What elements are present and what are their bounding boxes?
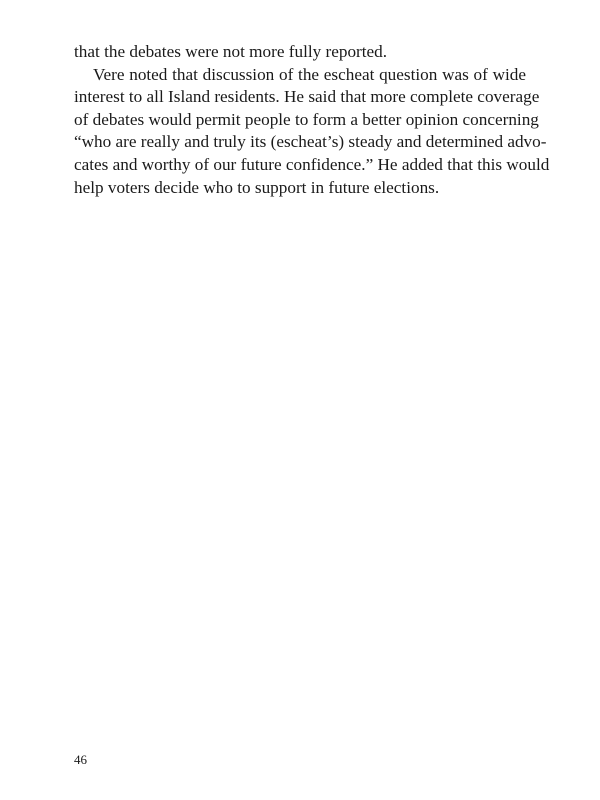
text-line: of debates would permit people to form a better opinion concerning <box>74 109 539 129</box>
paragraph-continued <box>74 41 526 64</box>
text-line: help voters decide who to support in future elections. <box>74 177 440 197</box>
text-line: that the debates were not more fully reported. <box>74 42 388 61</box>
paragraph-vere <box>74 64 550 200</box>
text-line: interest to all Island residents. He said that more complete coverage <box>74 87 540 107</box>
page-number: 46 <box>74 752 87 767</box>
body-text <box>74 41 550 199</box>
text-line: cates and worthy of our future confidence.” He added that this would <box>74 154 550 174</box>
text-line: “who are really and truly its (escheat’s) steady and determined advo- <box>74 132 547 152</box>
text-line: Vere noted that discussion of the escheat question was of wide <box>93 64 526 84</box>
